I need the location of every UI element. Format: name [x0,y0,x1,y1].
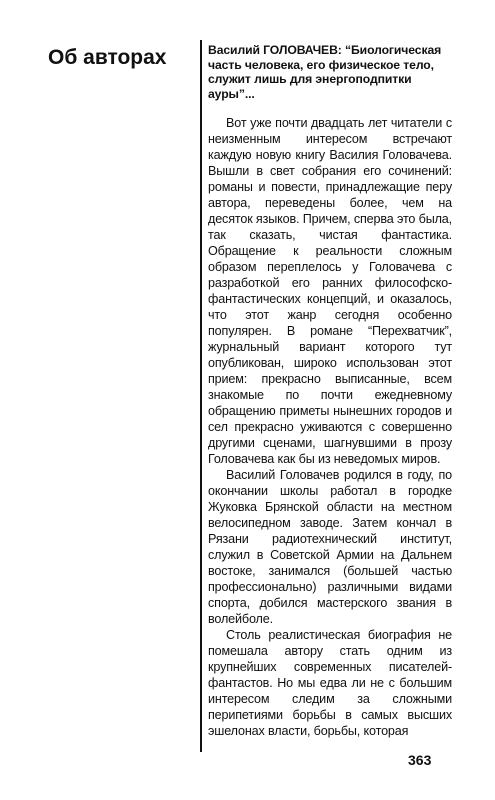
paragraph: Вот уже почти двадцать лет читатели с неизменным интересом встречают каждую новую книгу Василия Головачева. Вышли в свет собрания его сочинений: романы и повести, принадлежащие перу автора, переведены более, чем на десяток языков. Причем, сперва это была, так сказать, чистая фантастика. Обращение к реальности сложным образом переплелось у Головачева с разработкой его ранних философско-фантастических концепций, и оказалось, что этот жанр сегодня особенно популярен. В романе “Перехватчик”, журнальный вариант которого тут опубликован, широко использован этот прием: прекрасно выписанные, всем знакомые по почти ежедневному обращению приметы нынешних городов и сел прекрасно уживаются с совершенно другими сценами, шагнувшими в прозу Головачева как бы из неведомых миров. [208,116,452,467]
article-lede: Василий ГОЛОВАЧЕВ: “Биологическая часть человека, его физическое тело, служит лишь для энергоподпитки ауры”... [208,43,442,101]
page-number: 363 [408,752,432,768]
article-column [208,43,452,739]
paragraph: Столь реалистическая биография не помешала автору стать одним из крупнейших современных писателей-фантастов. Но мы едва ли не с большим интересом следим за сложными перипетиями борьбы в самых высших эшелонах власти, борьбы, которая [208,628,452,739]
article-body [208,115,452,739]
section-title: Об авторах [48,46,167,69]
vertical-divider [200,40,202,752]
paragraph: Василий Головачев родился в году, по окончании школы работал в городке Жуковка Брянской области на местном велосипедном заводе. Затем кончал в Рязани радиотехнический институт, служил в Советской Армии на Дальнем востоке, занимался (большей частью профессионально) различными видами спорта, добился мастерского звания в волейболе. [208,468,452,627]
